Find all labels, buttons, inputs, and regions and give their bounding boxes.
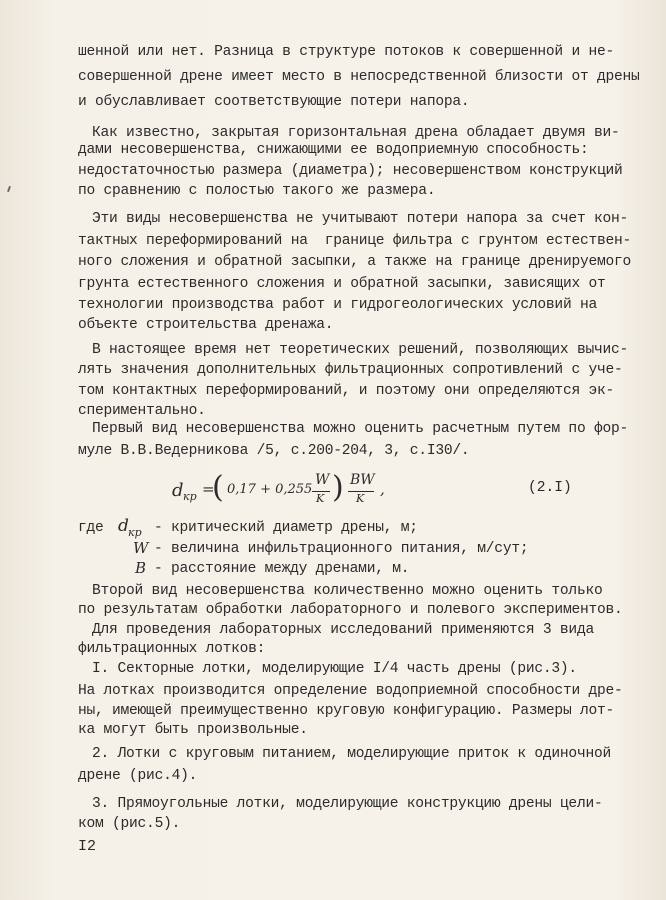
formula-open-paren: ( xyxy=(212,470,224,505)
formula-lhs-subscript: кр xyxy=(183,490,197,503)
legend-b-symbol: B xyxy=(135,559,147,577)
formula-constant: 0,17 + 0,255 xyxy=(227,482,313,497)
text-line: дами несовершенства, снижающими ее водоприемную способность: xyxy=(78,142,589,158)
text-line: Для проведения лабораторных исследований применяются 3 вида xyxy=(92,622,594,638)
formula-comma: , xyxy=(380,480,385,498)
text-line: Эти виды несовершенства не учитывают потери напора за счет кон- xyxy=(92,211,628,227)
text-line: ка могут быть произвольные. xyxy=(78,722,308,738)
text-line: ного сложения и обратной засыпки, а также на границе дренируемого xyxy=(78,254,631,270)
text-line: объекте строительства дренажа. xyxy=(78,317,334,333)
text-line: ны, имеющей преимущественно круговую конфигурацию. Размеры лот- xyxy=(78,703,614,719)
legend-d-subscript: кр xyxy=(128,526,142,539)
equation-number: (2.I) xyxy=(528,480,572,496)
text-line: В настоящее время нет теоретических решений, позволяющих вычис- xyxy=(92,342,628,358)
text-line: технологии производства работ и гидрогеологических условий на xyxy=(78,297,597,313)
text-line: том контактных переформирований, и поэтому они определяются эк- xyxy=(78,383,614,399)
formula-frac1-denominator: K xyxy=(316,492,325,505)
text-line: Как известно, закрытая горизонтальная дрена обладает двумя ви- xyxy=(92,125,620,141)
text-line: На лотках производится определение водоприемной способности дре- xyxy=(78,683,623,699)
text-line: дрене (рис.4). xyxy=(78,768,198,784)
formula-lhs: d xyxy=(172,480,184,501)
legend-where: где xyxy=(78,520,104,536)
text-line: Второй вид несовершенства количественно можно оценить только xyxy=(92,583,603,599)
formula-frac2-denominator: K xyxy=(356,492,365,505)
text-line: по результатам обработки лабораторного и полевого экспериментов. xyxy=(78,602,623,618)
legend-w-text: - величина инфильтрационного питания, м/сут; xyxy=(154,541,529,557)
text-line: шенной или нет. Разница в структуре потоков к совершенной и не- xyxy=(78,44,614,60)
text-line: совершенной дрене имеет место в непосредственной близости от дрены xyxy=(78,69,640,85)
legend-d-text: - критический диаметр дрены, м; xyxy=(154,520,418,536)
text-line: лять значения дополнительных фильтрационных сопротивлений с уче- xyxy=(78,362,623,378)
text-line: Первый вид несовершенства можно оценить расчетным путем по фор- xyxy=(92,421,628,437)
text-line: ком (рис.5). xyxy=(78,816,181,832)
paper-speck xyxy=(7,186,11,192)
text-line: грунта естественного сложения и обратной засыпки, зависящих от xyxy=(78,276,606,292)
formula-close-paren: ) xyxy=(332,470,344,505)
text-line: недостаточностью размера (диаметра); несовершенством конструкций xyxy=(78,163,623,179)
formula-equals: = xyxy=(202,480,215,498)
legend-b-text: - расстояние между дренами, м. xyxy=(154,561,410,577)
text-line: тактных переформирований на границе фильтра с грунтом естествен- xyxy=(78,233,631,249)
formula-frac1-numerator: W xyxy=(315,472,330,488)
formula-frac2-numerator: BW xyxy=(350,472,375,488)
text-line: I. Секторные лотки, моделирующие I/4 часть дрены (рис.3). xyxy=(92,661,577,677)
text-line: 2. Лотки с круговым питанием, моделирующие приток к одиночной xyxy=(92,746,611,762)
text-line: 3. Прямоугольные лотки, моделирующие конструкцию дрены цели- xyxy=(92,796,603,812)
page-number: I2 xyxy=(78,838,97,855)
legend-w-symbol: W xyxy=(133,539,149,557)
text-line: спериментально. xyxy=(78,403,206,419)
text-line: муле В.В.Ведерникова /5, с.200-204, 3, с.I30/. xyxy=(78,443,470,459)
legend-d-symbol: d xyxy=(118,516,129,536)
text-line: фильтрационных лотков: xyxy=(78,641,266,657)
text-line: по сравнению с полостью такого же размера. xyxy=(78,183,436,199)
text-line: и обуславливает соответствующие потери напора. xyxy=(78,94,470,110)
